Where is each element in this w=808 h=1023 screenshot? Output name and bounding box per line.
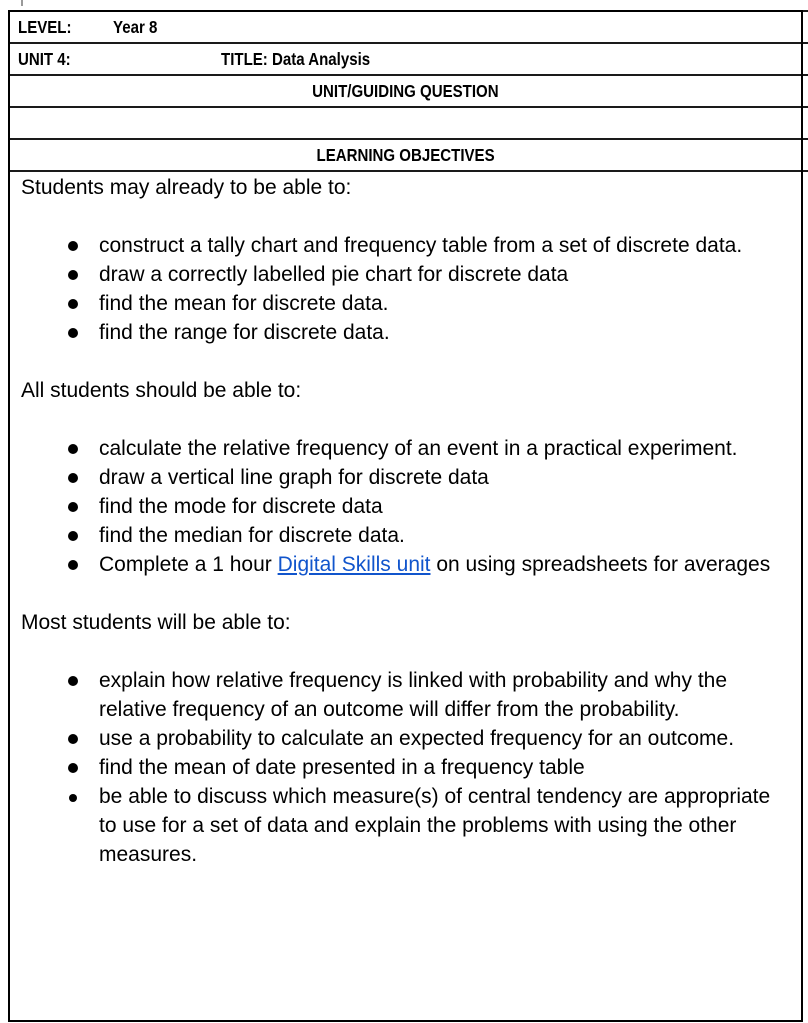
list-item: find the median for discrete data. bbox=[21, 521, 801, 550]
list-item: explain how relative frequency is linked with probability and why the relative frequency of an outcome will differ from the probability. bbox=[21, 666, 801, 724]
list-item: calculate the relative frequency of an event in a practical experiment. bbox=[21, 434, 801, 463]
most-students-list bbox=[21, 666, 801, 869]
spacer bbox=[21, 405, 801, 434]
learning-objectives-heading-row bbox=[10, 140, 801, 172]
bullet-icon bbox=[69, 794, 77, 802]
spacer bbox=[21, 637, 801, 666]
all-students-intro: All students should be able to: bbox=[21, 379, 302, 402]
guiding-question-heading-row bbox=[10, 76, 801, 108]
spacer bbox=[21, 202, 801, 231]
all-students-list bbox=[21, 434, 801, 579]
text-cursor-mark bbox=[21, 0, 23, 6]
list-item: be able to discuss which measure(s) of central tendency are appropriate to use for a set of data and explain the problems with using the other measures. bbox=[21, 782, 801, 869]
bullet-icon bbox=[68, 241, 78, 251]
unit-title-row bbox=[10, 44, 801, 76]
list-item: find the mean for discrete data. bbox=[21, 289, 801, 318]
bullet-icon bbox=[68, 560, 78, 570]
learning-objectives-heading: LEARNING OBJECTIVES bbox=[316, 145, 495, 165]
bullet-icon bbox=[68, 502, 78, 512]
list-item: draw a correctly labelled pie chart for discrete data bbox=[21, 260, 801, 289]
bullet-icon bbox=[68, 444, 78, 454]
spacer bbox=[21, 579, 801, 608]
unit-title: TITLE: Data Analysis bbox=[221, 49, 371, 69]
list-item: construct a tally chart and frequency table from a set of discrete data. bbox=[21, 231, 801, 260]
digital-skills-unit-link[interactable]: Digital Skills unit bbox=[277, 553, 431, 576]
guiding-question-value-cell[interactable] bbox=[10, 108, 801, 140]
may-already-list bbox=[21, 231, 801, 347]
level-row bbox=[10, 12, 801, 44]
guiding-question-heading: UNIT/GUIDING QUESTION bbox=[312, 81, 499, 101]
bullet-icon bbox=[68, 299, 78, 309]
unit-plan-table bbox=[8, 10, 803, 1022]
bullet-icon bbox=[68, 473, 78, 483]
list-item: draw a vertical line graph for discrete data bbox=[21, 463, 801, 492]
most-students-intro: Most students will be able to: bbox=[21, 611, 291, 634]
unit-label: UNIT 4: bbox=[18, 49, 71, 69]
list-item: use a probability to calculate an expected frequency for an outcome. bbox=[21, 724, 801, 753]
level-value: Year 8 bbox=[113, 17, 158, 37]
bullet-icon bbox=[68, 270, 78, 280]
level-label: LEVEL: bbox=[18, 17, 72, 37]
list-item: find the mode for discrete data bbox=[21, 492, 801, 521]
bullet-icon bbox=[68, 531, 78, 541]
may-already-intro: Students may already to be able to: bbox=[21, 176, 352, 199]
bullet-icon bbox=[68, 328, 78, 338]
list-item-digital-skills: Complete a 1 hour Digital Skills unit on using spreadsheets for averages bbox=[21, 550, 801, 579]
spacer bbox=[21, 347, 801, 376]
list-item: find the mean of date presented in a frequency table bbox=[21, 753, 801, 782]
bullet-icon bbox=[68, 763, 78, 773]
bullet-icon bbox=[68, 734, 78, 744]
bullet-icon bbox=[68, 676, 78, 686]
list-item: find the range for discrete data. bbox=[21, 318, 801, 347]
learning-objectives-content bbox=[10, 172, 801, 1022]
